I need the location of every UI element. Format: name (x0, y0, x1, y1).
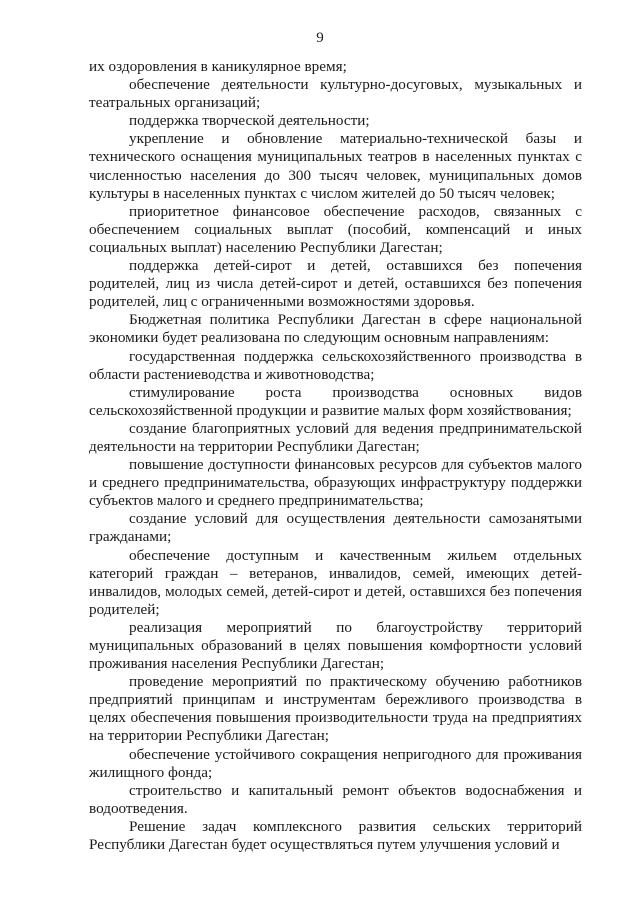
paragraph: строительство и капитальный ремонт объектов водоснабжения и водоотведения. (89, 781, 582, 817)
paragraph: обеспечение устойчивого сокращения непригодного для проживания жилищного фонда; (89, 745, 582, 781)
paragraph: их оздоровления в каникулярное время; (89, 58, 347, 75)
paragraph: повышение доступности финансовых ресурсов для субъектов малого и среднего предпринимательства, образующих инфраструктуру поддержки субъектов малого и среднего предпринимательства; (89, 456, 582, 510)
document-body (89, 58, 582, 854)
paragraph: обеспечение доступным и качественным жильем отдельных категорий граждан – ветеранов, инвалидов, семей, имеющих детей-инвалидов, молодых семей, детей-сирот и детей, оставшихся без попечения родителей; (89, 546, 582, 618)
paragraph: укрепление и обновление материально-технической базы и технического оснащения муниципальных театров в населенных пунктах с численностью населения до 300 тысяч человек, муниципальных домов культуры в населенных пунктах с числом жителей до 50 тысяч человек; (89, 130, 582, 202)
paragraph: реализация мероприятий по благоустройству территорий муниципальных образований в целях повышения комфортности условий проживания населения Республики Дагестан; (89, 618, 582, 673)
paragraph: обеспечение деятельности культурно-досуговых, музыкальных и театральных организаций; (89, 76, 582, 112)
paragraph: государственная поддержка сельскохозяйственного производства в области растениеводства и животноводства; (89, 347, 582, 383)
paragraph: Бюджетная политика Республики Дагестан в сфере национальной экономики будет реализована по следующим основным направлениям: (89, 311, 582, 347)
paragraph: приоритетное финансовое обеспечение расходов, связанных с обеспечением социальных выплат (пособий, компенсаций и иных социальных выплат) населению Республики Дагестан; (89, 202, 582, 256)
paragraph: создание благоприятных условий для ведения предпринимательской деятельности на территории Республики Дагестан; (89, 419, 582, 455)
paragraph: проведение мероприятий по практическому обучению работников предприятий принципам и инструментам бережливого производства в целях обеспечения повышения производительности труда на предприятиях на территории Республики Дагестан; (89, 673, 582, 745)
paragraph: стимулирование роста производства основных видов сельскохозяйственной продукции и развитие малых форм хозяйствования; (89, 383, 582, 419)
paragraph: Решение задач комплексного развития сельских территорий Республики Дагестан будет осуществляться путем улучшения условий и (89, 817, 582, 854)
paragraph: создание условий для осуществления деятельности самозанятыми гражданами; (89, 510, 582, 546)
page-number: 9 (316, 30, 324, 46)
paragraph: поддержка творческой деятельности; (129, 112, 370, 130)
paragraph: поддержка детей-сирот и детей, оставшихся без попечения родителей, лиц из числа детей-сирот и детей, оставшихся без попечения родителей, лиц с ограниченными возможностями здоровья. (89, 257, 582, 311)
